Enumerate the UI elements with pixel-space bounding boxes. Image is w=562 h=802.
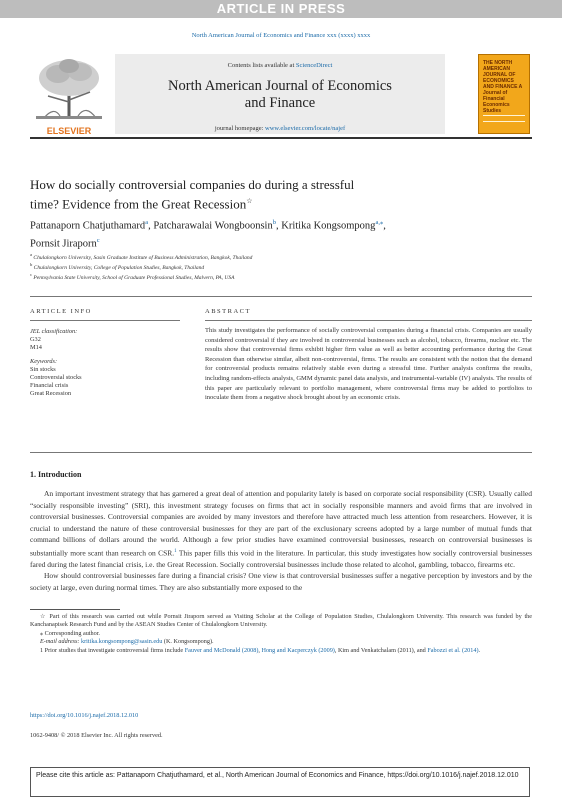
affiliation <box>30 252 530 261</box>
footnote-1-separator: , <box>258 646 262 654</box>
elsevier-wordmark: ELSEVIER <box>46 126 92 136</box>
footnote-ref-1[interactable]: 1 <box>174 548 177 554</box>
article-info-rule <box>30 320 180 321</box>
footnote-1-prefix: 1 Prior studies that investigate controversial firms include <box>40 646 185 654</box>
paragraph-text: An important investment strategy that has garnered a great deal of attention and popularity lately is based on corporate social responsibility (CSR). Usually called “socially responsible investing” (SRI), this investment strategy focuses on firms that act in socially responsible manners and avoid firms that are involved in controversial businesses. Controversial companies are avoided by many investors and therefore have attracted much less attention from researchers. However, it is crucial to understand the nature of these controversial businesses for they are part of the exclusionary screens adopted by a large number of mutual funds that command billions of dollars around the world. Although a few prior studies have examined controversial businesses, research on controversial businesses is substantially more scant than research on CSR. <box>30 489 532 557</box>
author-affiliation-mark[interactable]: c <box>96 236 100 244</box>
title-footnote-mark[interactable]: ☆ <box>246 197 253 205</box>
footnote-divider <box>30 609 120 610</box>
footnote-email <box>30 638 532 646</box>
journal-masthead <box>30 52 532 139</box>
reference-link[interactable]: Fabozzi et al. (2014) <box>427 646 479 654</box>
footnote-1-end: . <box>478 646 481 654</box>
keyword: Financial crisis <box>30 382 69 390</box>
paper-title-line-2 <box>30 193 450 212</box>
affiliation-mark: c <box>30 272 33 277</box>
author-list <box>30 216 530 251</box>
author-affiliation-mark[interactable]: b <box>272 219 276 226</box>
journal-cover-thumbnail <box>478 54 530 134</box>
paper-title <box>30 176 450 212</box>
section-divider <box>30 296 532 297</box>
paper-title-line-2-text: time? Evidence from the Great Recession <box>30 196 247 212</box>
masthead-title-block <box>115 54 445 134</box>
author-name[interactable]: Kritika Kongsompong <box>281 220 376 232</box>
doi-link[interactable]: https://doi.org/10.1016/j.najef.2018.12.010 <box>30 712 139 719</box>
contents-line <box>115 62 445 69</box>
email-link[interactable]: kritika.kongsompong@sasin.edu <box>81 638 163 646</box>
author-separator: , <box>148 220 154 232</box>
reference-link[interactable]: Hong and Kacperczyk (2009) <box>261 646 335 654</box>
journal-title <box>115 78 445 112</box>
homepage-link[interactable]: www.elsevier.com/locate/najef <box>265 125 346 132</box>
affiliation <box>30 262 530 271</box>
jel-label: JEL classification: <box>30 328 78 335</box>
footnotes <box>30 613 532 655</box>
footnote-corresponding: ⁎ Corresponding author. <box>40 629 100 637</box>
abstract-rule <box>205 320 532 321</box>
paper-title-line-1: How do socially controversial companies do during a stressful <box>30 177 355 192</box>
contents-prefix: Contents lists available at <box>227 62 296 69</box>
elsevier-tree-icon <box>30 56 108 122</box>
abstract-end-divider <box>30 452 532 453</box>
homepage-prefix: journal homepage: <box>214 125 266 132</box>
section-heading-introduction: 1. Introduction <box>30 470 82 479</box>
author-name[interactable]: Pattanaporn Chatjuthamard <box>30 220 146 232</box>
email-label: E-mail address: <box>40 638 82 646</box>
footnote-funding: ☆ Part of this research was carried out while Pornsit Jiraporn served as Visiting Scholar at the College of Population Studies, Chulalongkorn University. This research was funded by the Kanchanapisek Research Fund and by the ASEAN Studies Center of Chulalongkorn University. <box>30 613 532 629</box>
affiliation-mark: a <box>30 252 33 257</box>
cover-rule <box>483 121 525 122</box>
issn-copyright: 1062-9408/ © 2018 Elsevier Inc. All rights reserved. <box>30 732 163 739</box>
affiliation-text: Chulalongkorn University, College of Population Studies, Bangkok, Thailand <box>33 264 205 271</box>
article-in-press-banner: ARTICLE IN PRESS <box>0 0 562 18</box>
footnote-1 <box>30 647 532 655</box>
journal-homepage <box>115 125 445 132</box>
jel-code: M14 <box>30 344 42 352</box>
citation-box: Please cite this article as: Pattanaporn Chatjuthamard, et al., North American Journal of Economics and Finance, https://doi.org/10.1016/j.najef.2018.12.010 <box>30 767 530 797</box>
article-info-panel <box>30 328 180 399</box>
author-separator: , <box>275 220 282 232</box>
author-affiliation-mark[interactable]: a <box>145 219 149 226</box>
affiliation-text: Pennsylvania State University, School of Graduate Professional Studies, Malvern, PA, USA <box>33 274 235 281</box>
email-suffix: (K. Kongsompong). <box>162 638 214 646</box>
abstract-header: ABSTRACT <box>205 308 251 315</box>
introduction-body <box>30 488 532 593</box>
journal-citation-link[interactable]: North American Journal of Economics and Finance xxx (xxxx) xxxx <box>191 32 371 39</box>
keyword: Great Recession <box>30 390 72 398</box>
article-info-header: ARTICLE INFO <box>30 308 92 315</box>
elsevier-logo <box>30 56 108 134</box>
keywords-label: Keywords: <box>30 357 58 365</box>
author-separator: , <box>383 220 386 232</box>
paragraph-text: This paper fills this void in the literature. In particular, this study investigates how socially controversial businesses fared during the latest financial crisis, i.e. the Great Recession. Socially controversial businesses include those related to alcohol, gambling, tobacco, firearms etc. <box>30 548 532 569</box>
keyword: Controversial stocks <box>30 374 82 382</box>
cover-rule <box>483 115 525 116</box>
journal-title-line-2: and Finance <box>244 95 316 111</box>
affiliation-mark: b <box>30 262 33 267</box>
affiliation-text: Chulalongkorn University, Sasin Graduate Institute of Business Administration, Bangkok, Thailand <box>33 254 253 261</box>
jel-code: G32 <box>30 336 41 344</box>
author-name[interactable]: Patcharawalai Wongboonsin <box>153 220 273 232</box>
paragraph <box>30 488 532 570</box>
author-affiliation-mark[interactable]: a,⁎ <box>375 219 384 226</box>
journal-title-line-1: North American Journal of Economics <box>168 78 392 94</box>
keyword: Sin stocks <box>30 365 56 373</box>
affiliation <box>30 272 530 281</box>
author-name[interactable]: Pornsit Jiraporn <box>30 238 97 249</box>
cover-title-text: THE NORTH AMERICAN JOURNAL OF ECONOMICS AND FINANCE A Journal of Financial Economics Studies <box>483 60 523 114</box>
reference-link[interactable]: Fauver and McDonald (2008) <box>184 646 259 654</box>
abstract-text: This study investigates the performance of socially controversial companies during a financial crisis. Companies are usually considered controversial if they are involved in controversial businesses such as alcohol, tobacco, firearms, nuclear etc. The results show that controversial firms exhibit higher firm value as well as better accounting performance during the Great Recession than otherwise similar, albeit non-controversial, firms. The results are consistent with the notion that the demand for controversial products remains relatively stable even during a stressful time. Further analysis confirms the results, including random-effects analysis, GMM dynamic panel data analysis, and instrumental-variable (IV) analysis. The results of this paper are particularly relevant to portfolio management, where controversial firms may be added to portfolios to inoculate them from a negative shock brought about by an economic crisis. <box>205 327 532 402</box>
footnote-1-middle: , Kim and Venkatchalam (2011), and <box>334 646 428 654</box>
sciencedirect-link[interactable]: ScienceDirect <box>295 62 333 69</box>
paragraph: How should controversial businesses fare during a financial crisis? One view is that controversial businesses suffer a negative perception by investors and by the society at large, even during normal times. They are also substantially more exposed to the <box>30 571 532 592</box>
